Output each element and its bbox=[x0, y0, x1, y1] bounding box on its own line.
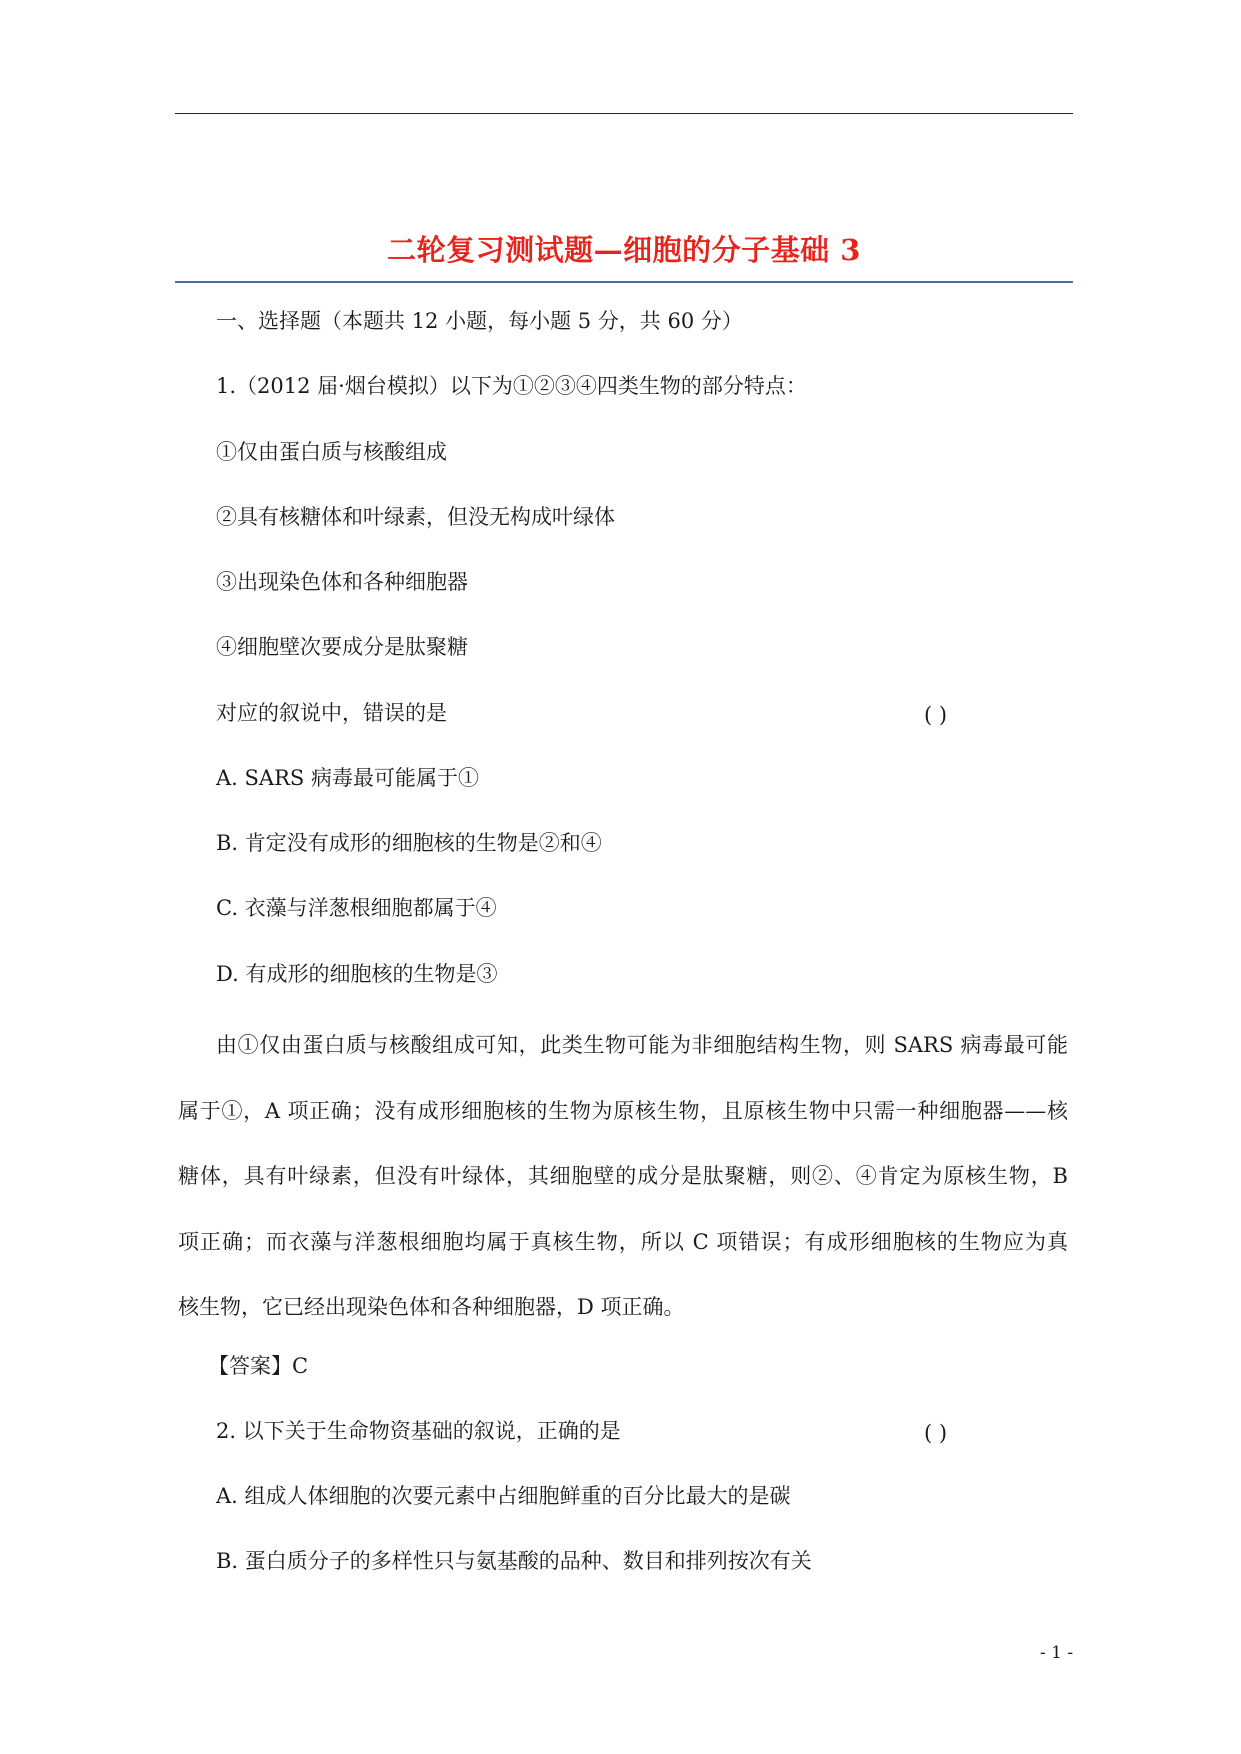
question-1-prompt: 对应的叙说中，错误的是 bbox=[216, 701, 447, 725]
question-2-option-a: A. 组成人体细胞的次要元素中占细胞鲜重的百分比最大的是碳 bbox=[216, 1484, 791, 1508]
explanation-line: 属于①，A 项正确；没有成形细胞核的生物为原核生物，且原核生物中只需一种细胞器——核 bbox=[178, 1098, 1068, 1123]
document-title: 二轮复习测试题—细胞的分子基础 3 bbox=[387, 233, 861, 267]
title-rule bbox=[175, 281, 1073, 283]
question-1-option-b: B. 肯定没有成形的细胞核的生物是②和④ bbox=[216, 831, 602, 855]
question-1-explanation bbox=[178, 1029, 1068, 1357]
question-2-option-b: B. 蛋白质分子的多样性只与氨基酸的品种、数目和排列按次有关 bbox=[216, 1549, 812, 1573]
header-rule bbox=[175, 113, 1073, 114]
question-2-answer-paren: ( ) bbox=[924, 1421, 948, 1445]
explanation-line: 项正确；而衣藻与洋葱根细胞均属于真核生物，所以 C 项错误；有成形细胞核的生物应为真 bbox=[178, 1229, 1068, 1254]
explanation-line: 由①仅由蛋白质与核酸组成可知，此类生物可能为非细胞结构生物，则 SARS 病毒最可能 bbox=[216, 1033, 1068, 1057]
question-1-item-3: ③出现染色体和各种细胞器 bbox=[216, 570, 468, 594]
question-2-stem: 2. 以下关于生命物资基础的叙说，正确的是 bbox=[216, 1419, 621, 1443]
question-1-stem: 1.（2012 届·烟台模拟）以下为①②③④四类生物的部分特点： bbox=[216, 374, 807, 398]
question-1-option-a: A. SARS 病毒最可能属于① bbox=[216, 766, 479, 790]
explanation-line: 核生物，它已经出现染色体和各种细胞器，D 项正确。 bbox=[178, 1295, 685, 1319]
question-1-answer-paren: ( ) bbox=[924, 703, 948, 727]
section-heading: 一、选择题（本题共 12 小题，每小题 5 分，共 60 分） bbox=[216, 309, 743, 333]
question-1-item-4: ④细胞壁次要成分是肽聚糖 bbox=[216, 635, 468, 659]
question-1-item-2: ②具有核糖体和叶绿素，但没无构成叶绿体 bbox=[216, 505, 615, 529]
explanation-line: 糖体，具有叶绿素，但没有叶绿体，其细胞壁的成分是肽聚糖，则②、④肯定为原核生物，B bbox=[178, 1164, 1068, 1188]
question-1-item-1: ①仅由蛋白质与核酸组成 bbox=[216, 440, 447, 464]
page-number: - 1 - bbox=[1040, 1643, 1074, 1663]
question-1-option-d: D. 有成形的细胞核的生物是③ bbox=[216, 962, 498, 986]
question-1-option-c: C. 衣藻与洋葱根细胞都属于④ bbox=[216, 896, 497, 920]
question-1-answer: 【答案】C bbox=[208, 1354, 309, 1378]
